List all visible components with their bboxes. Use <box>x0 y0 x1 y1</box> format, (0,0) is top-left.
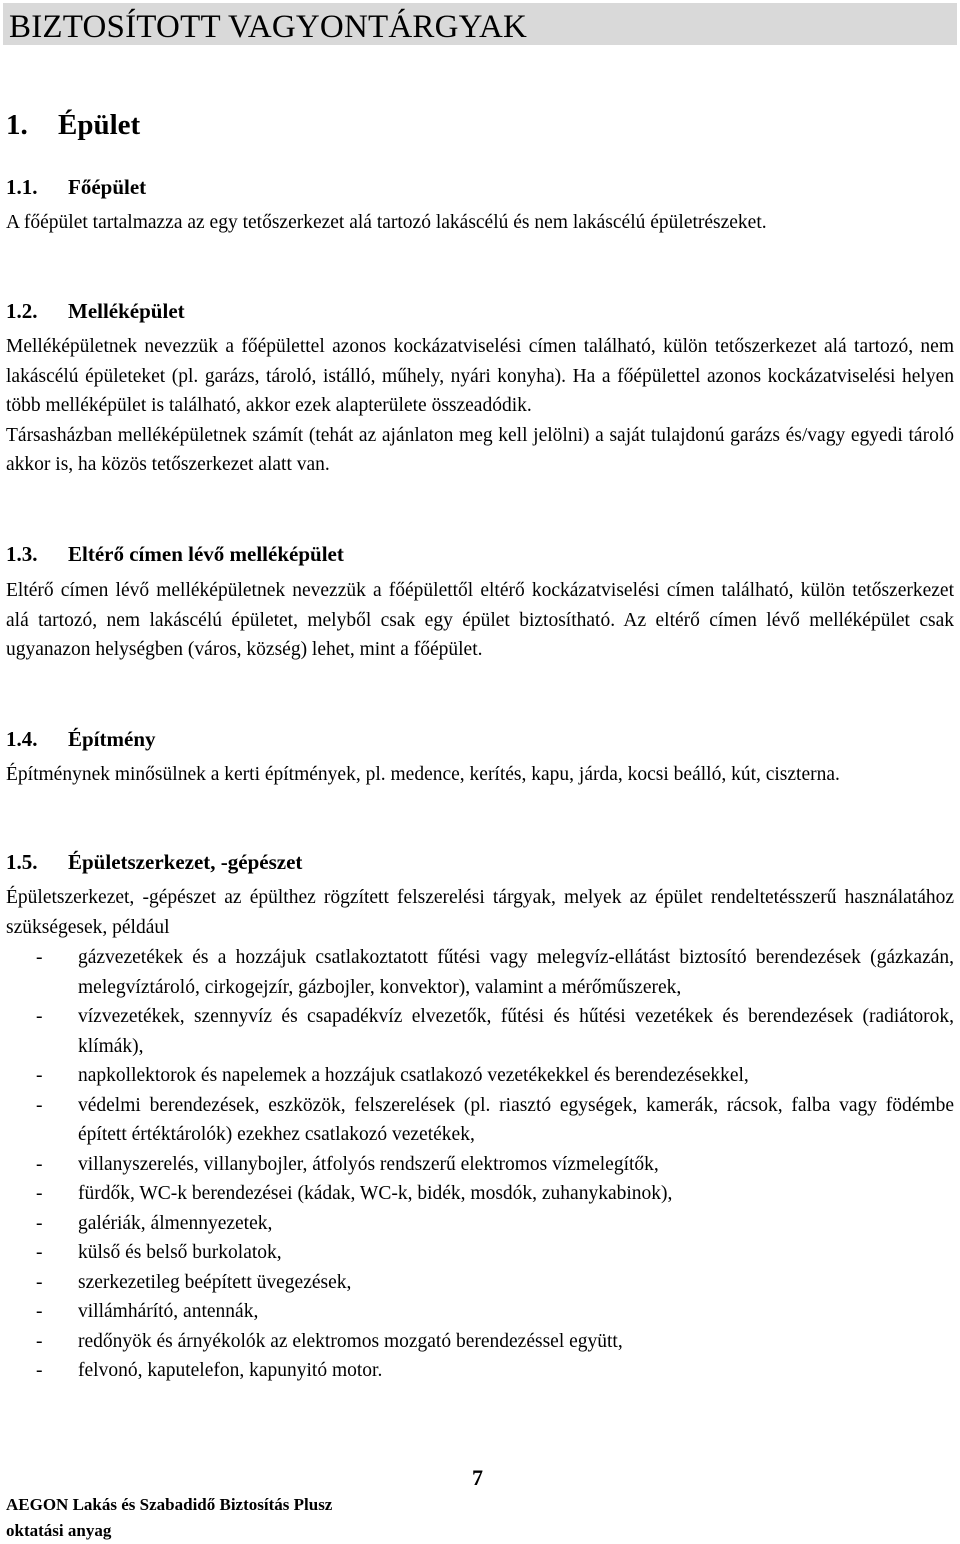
list-item-text: galériák, álmennyezetek, <box>78 1212 273 1234</box>
banner-title: BIZTOSÍTOTT VAGYONTÁRGYAK <box>9 9 528 45</box>
dash-bullet: - <box>36 1271 43 1293</box>
section-number: 1. <box>6 109 28 141</box>
list-item <box>6 1297 954 1327</box>
paragraph-text: Melléképületnek nevezzük a főépülettel azonos kockázatviselési címen található, külön tetőszerkezet alá tartozó, nem lakáscélú épületeket (pl. garázs, tároló, istálló, műhely, nyári konyha). Ha a főépülettel azonos kockázatviselési helyen több melléképület is található, akkor ezek alapterülete összeadódik. <box>6 336 954 416</box>
list-item <box>6 1179 954 1209</box>
subsection-number: 1.1. <box>6 175 38 199</box>
paragraph-elteró-cimen <box>6 576 954 665</box>
list-item-text: védelmi berendezések, eszközök, felszerelések (pl. riasztó egységek, kamerák, rácsok, falba vagy födémbe épített értéktárolók) ezekhez csatlakozó vezetékek, <box>78 1094 954 1145</box>
list-item <box>6 1150 954 1180</box>
subsection-heading-1-1 <box>6 173 146 201</box>
paragraph-epitmeny <box>6 760 954 790</box>
list-item <box>6 1209 954 1239</box>
subsection-number: 1.3. <box>6 542 38 566</box>
dash-bullet: - <box>36 1065 43 1086</box>
list-item-text: villámhárító, antennák, <box>78 1301 259 1322</box>
list-item <box>6 1002 954 1061</box>
page-number: 7 <box>472 1465 483 1490</box>
subsection-number: 1.4. <box>6 727 38 751</box>
list-item-text: redőnyök és árnyékolók az elektromos mozgató berendezéssel együtt, <box>78 1330 623 1352</box>
paragraph-text: Épületszerkezet, -gépészet az épülthez rögzített felszerelési tárgyak, melyek az épület rendeltetésszerű használatához szükségesek, például <box>6 887 954 938</box>
subsection-title: Eltérő címen lévő melléképület <box>68 542 344 566</box>
subsection-number: 1.2. <box>6 299 38 323</box>
list-item-text: napkollektorok és napelemek a hozzájuk csatlakozó vezetékekkel és berendezésekkel, <box>78 1065 749 1086</box>
list-item-text: felvonó, kaputelefon, kapunyitó motor. <box>78 1360 383 1381</box>
footer <box>6 1492 332 1544</box>
subsection-heading-1-2 <box>6 297 185 325</box>
paragraph-text: Eltérő címen lévő melléképületnek nevezzük a főépülettől eltérő kockázatviselési címen található, külön tetőszerkezet alá tartozó, nem lakáscélú épületet, melyből csak egy épület biztosítható. Az eltérő címen lévő melléképület csak ugyanazon helységben (város, község) lehet, mint a főépület. <box>6 580 954 660</box>
subsection-heading-1-3 <box>6 540 344 568</box>
paragraph-text: A főépület tartalmazza az egy tetőszerkezet alá tartozó lakáscélú és nem lakáscélú épületrészeket. <box>6 212 767 233</box>
list-item-text: külső és belső burkolatok, <box>78 1242 282 1263</box>
paragraph-foepulet <box>6 208 954 238</box>
list-item <box>6 1061 954 1091</box>
list-item <box>6 943 954 1002</box>
subsection-title: Épületszerkezet, -gépészet <box>68 850 303 874</box>
subsection-heading-1-4 <box>6 725 156 753</box>
dash-bullet: - <box>36 1094 43 1116</box>
list-item <box>6 1091 954 1150</box>
subsection-title: Melléképület <box>68 299 185 323</box>
list-item <box>6 1268 954 1298</box>
list-item-text: vízvezetékek, szennyvíz és csapadékvíz elvezetők, fűtési és hűtési vezetékek és berendezések (radiátorok, klímák), <box>78 1006 954 1057</box>
subsection-number: 1.5. <box>6 850 38 874</box>
list-item-text: gázvezetékek és a hozzájuk csatlakoztatott fűtési vagy melegvíz-ellátást biztosító berendezések (gázkazán, melegvíztároló, cirkogejzír, gázbojler, konvektor), valamint a mérőműszerek, <box>78 947 954 998</box>
list-item-text: villanyszerelés, villanybojler, átfolyós rendszerű elektromos vízmelegítők, <box>78 1153 659 1175</box>
subsection-title: Építmény <box>68 727 156 751</box>
section-heading-1 <box>6 108 140 142</box>
list-item-text: szerkezetileg beépített üvegezések, <box>78 1271 352 1293</box>
paragraph-epuletszerkezet <box>6 883 954 942</box>
dash-bullet: - <box>36 1153 43 1175</box>
section-title: Épület <box>58 109 141 141</box>
equipment-list <box>6 943 954 1386</box>
dash-bullet: - <box>36 947 43 968</box>
paragraph-text: Társasházban melléképületnek számít (tehát az ajánlaton meg kell jelölni) a saját tulajdonú garázs és/vagy egyedi tároló akkor is, ha közös tetőszerkezet alatt van. <box>6 424 954 475</box>
paragraph-text: Építménynek minősülnek a kerti építmények, pl. medence, kerítés, kapu, járda, kocsi beálló, kút, ciszterna. <box>6 764 840 785</box>
list-item <box>6 1327 954 1357</box>
dash-bullet: - <box>36 1242 43 1263</box>
list-item <box>6 1238 954 1268</box>
list-item-text: fürdők, WC-k berendezései (kádak, WC-k, bidék, mosdók, zuhanykabinok), <box>78 1183 673 1204</box>
footer-product-name: AEGON Lakás és Szabadidő Biztosítás Plusz <box>6 1495 333 1514</box>
dash-bullet: - <box>36 1212 43 1234</box>
dash-bullet: - <box>36 1301 43 1322</box>
dash-bullet: - <box>36 1330 43 1352</box>
dash-bullet: - <box>36 1006 43 1027</box>
section-banner <box>3 3 957 45</box>
dash-bullet: - <box>36 1183 43 1204</box>
dash-bullet: - <box>36 1360 43 1381</box>
list-item <box>6 1356 954 1386</box>
subsection-title: Főépület <box>68 175 147 199</box>
subsection-heading-1-5 <box>6 848 302 876</box>
footer-doc-type: oktatási anyag <box>6 1521 112 1540</box>
paragraph-mellekepulet <box>6 332 954 480</box>
